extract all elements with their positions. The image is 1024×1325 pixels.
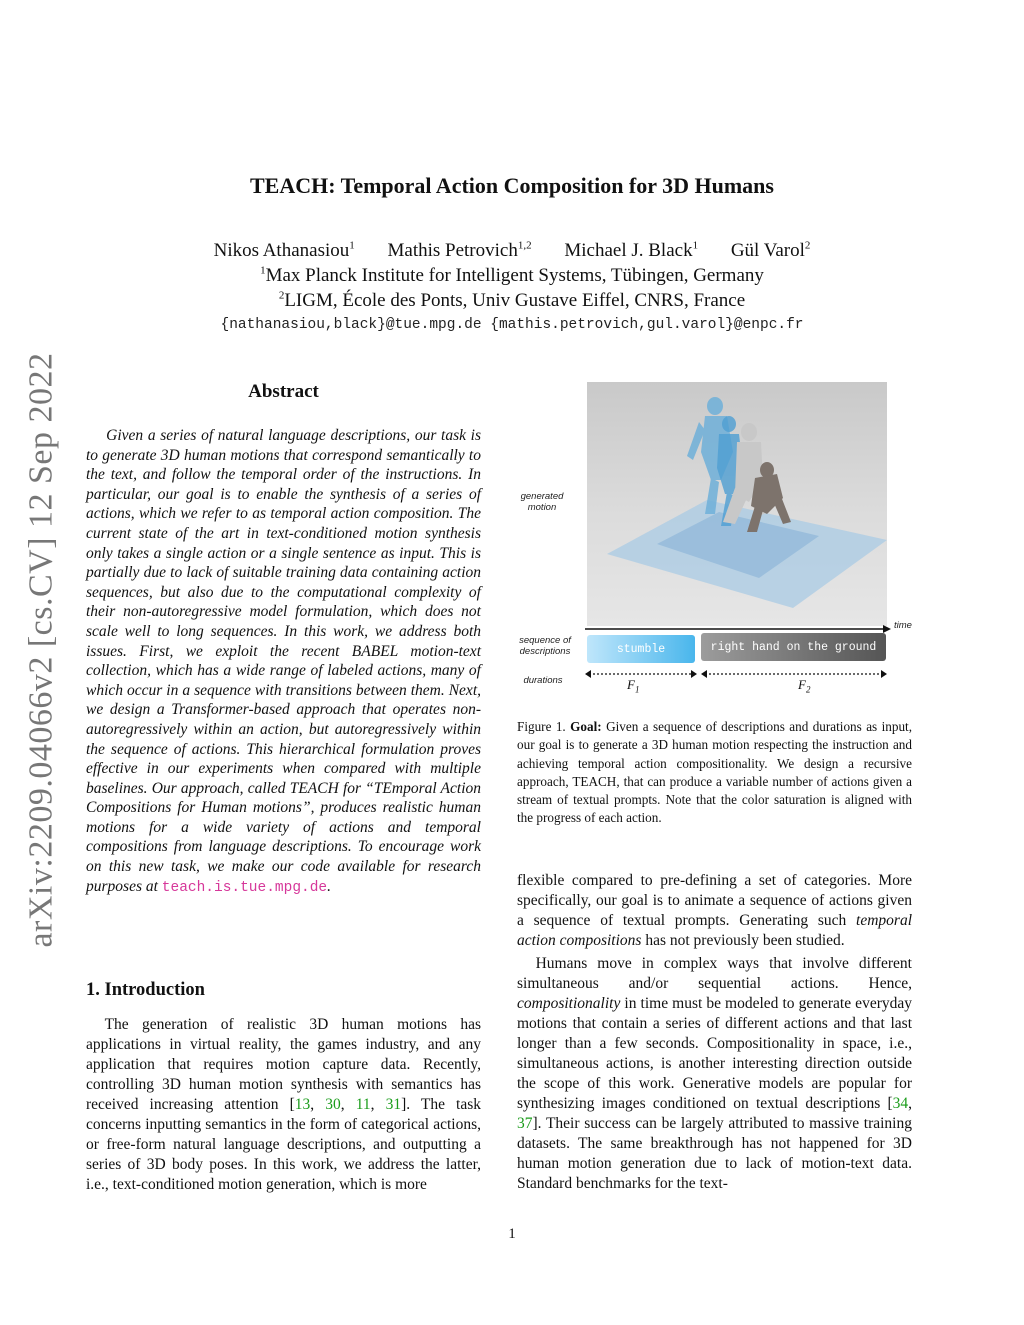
author-emails: {nathanasiou,black}@tue.mpg.de {mathis.petrovich,gul.varol}@enpc.fr xyxy=(220,317,804,333)
affiliation-text: Max Planck Institute for Intelligent Systems, Tübingen, Germany xyxy=(265,265,764,286)
author-name: Nikos Athanasiou xyxy=(213,240,350,261)
arxiv-stamp-text: arXiv:2209.04066v2 [cs.CV] 12 Sep 2022 xyxy=(23,352,60,948)
figure-caption xyxy=(517,718,912,828)
caption-text: Given a sequence of descriptions and durations as input, our goal is to generate a 3D human motion respecting the instruction and achieving temporal action compositionality. We design a recursive approach, TEACH, that can produce a variable number of actions given a stream of textual prompts. Note that the color saturation is aligned with the progress of each action. xyxy=(517,719,912,826)
project-link[interactable]: teach.is.tue.mpg.de xyxy=(161,879,328,896)
intro-paragraph xyxy=(86,1015,481,1195)
intro-text: ]. The task concerns inputting semantics in the form of categorical actions, or free-form natural language descriptions, and outputting a series of 3D body poses. In this work, we address the latter, i.e., text-conditioned motion generation, which is more xyxy=(86,1096,482,1193)
citation-sep: , xyxy=(908,1095,912,1112)
abstract-end: . xyxy=(327,877,331,895)
author xyxy=(214,240,355,262)
paragraph-text: in time must be modeled to generate everyday motions that contain a series of different actions and that last longer than a few seconds. Compositionality in space, i.e., simultaneous actions, is another interesting direction outside the scope of this work. Generative models are popular for synthesizing images conditioned on textual descriptions [ xyxy=(517,995,912,1112)
citation-link[interactable]: 34 xyxy=(892,1095,909,1112)
right-column-text xyxy=(517,871,912,1196)
citation-sep: , xyxy=(310,1096,326,1113)
citation-link[interactable]: 31 xyxy=(385,1096,402,1113)
paragraph-text: flexible compared to pre-defining a set of categories. More specifically, our goal is to animate a sequence of actions given a sequence of textual prompts. Generating such xyxy=(517,872,912,929)
paper-title: TEACH: Temporal Action Composition for 3D Humans xyxy=(250,173,774,198)
author xyxy=(564,240,698,262)
author-name: Michael J. Black xyxy=(564,240,693,261)
figure-label-sequence: sequence of descriptions xyxy=(519,635,571,657)
citation-link[interactable]: 30 xyxy=(325,1096,341,1113)
intro-text: The generation of realistic 3D human motions has applications in virtual reality, the games industry, and any application that requires motion capture data. Recently, controlling 3D human motion synthesis with semantics has received increasing attention [ xyxy=(86,1016,481,1113)
author xyxy=(388,240,532,262)
paragraph-text: Humans move in complex ways that involve different simultaneous and/or sequential actions. Hence, xyxy=(517,955,912,992)
paragraph xyxy=(517,954,912,1194)
citation-link[interactable]: 11 xyxy=(355,1096,371,1113)
paragraph xyxy=(517,871,912,951)
figure-label-durations: durations xyxy=(523,675,563,686)
duration-f1 xyxy=(627,677,639,695)
author-name: Mathis Petrovich xyxy=(387,240,518,261)
duration-symbol: F xyxy=(627,677,635,692)
description-bar-stumble: stumble xyxy=(587,635,695,663)
citation-sep: , xyxy=(340,1096,356,1113)
citation-sep: , xyxy=(370,1096,386,1113)
caption-number: Figure 1. xyxy=(517,719,571,734)
citation-link[interactable]: 37 xyxy=(517,1115,533,1132)
duration-f2 xyxy=(798,677,810,695)
affiliation-text: LIGM, École des Ponts, Univ Gustave Eiffel, CNRS, France xyxy=(284,290,746,311)
duration-symbol: F xyxy=(798,677,806,692)
paragraph-text: has not previously been studied. xyxy=(641,932,845,949)
affiliation-sup: 2 xyxy=(278,289,285,302)
paragraph-emphasis: temporal action compositions xyxy=(517,912,912,949)
paragraph-text: ]. Their success can be largely attributed to massive training datasets. The same breakthrough has not happened for 3D human motion generation due to lack of motion-text data. Standard benchmarks for the text- xyxy=(517,1115,912,1192)
author-list xyxy=(0,240,1024,262)
paragraph-emphasis: compositionality xyxy=(517,995,621,1012)
page-number: 1 xyxy=(508,1226,516,1242)
duration-sub: 1 xyxy=(634,684,640,695)
citation-link[interactable]: 13 xyxy=(294,1096,311,1113)
affiliation-1 xyxy=(0,265,1024,287)
abstract-body xyxy=(86,426,481,898)
abstract-text: Given a series of natural language descriptions, our task is to generate 3D human motions that correspond semantically to the text, and follow the temporal order of the instructions. In particular, our goal is to enable the synthesis of a series of actions, which we refer to as temporal action composition. The current state of the art in text-conditioned motion synthesis only takes a single action or a single sentence as input. This is partially due to lack of suitable training data containing action sequences, but also due to the computational complexity of their non-autoregressive model formulation, which does not scale well to long sequences. In this work, we address both issues. First, we exploit the recent BABEL motion-text collection, which has a wide range of labeled actions, many of which occur in a sequence with transitions between them. Next, we design a Transformer-based approach that operates non-autoregressively within an action, but autoregressively within the sequence of actions. This hierarchical formulation proves effective in our experiments when compared with multiple baselines. Our approach, called TEACH for “TEmporal Action Compositions for Human motions”, produces realistic human motions for a wide variety of actions and temporal compositions from language descriptions. To encourage work on this new task, we make our code available for research purposes at xyxy=(86,427,481,895)
author-name: Gül Varol xyxy=(730,240,805,261)
author-sup: 1,2 xyxy=(517,239,532,252)
figure-render-image xyxy=(587,382,887,626)
caption-bold: Goal: xyxy=(570,719,602,734)
motion-render-illustration xyxy=(587,382,887,626)
affiliation-2 xyxy=(0,290,1024,312)
duration-sub: 2 xyxy=(805,684,811,695)
affiliation-sup: 1 xyxy=(260,264,266,277)
author xyxy=(731,240,811,262)
author-sup: 1 xyxy=(692,239,699,252)
figure-label-generated-motion: generated motion xyxy=(520,491,564,513)
figure-label-time: time xyxy=(894,620,912,631)
description-bar-right-hand: right hand on the ground xyxy=(701,633,886,661)
arxiv-stamp xyxy=(12,352,72,948)
abstract-heading: Abstract xyxy=(248,381,319,402)
section-heading-introduction: 1. Introduction xyxy=(86,980,205,1000)
author-sup: 1 xyxy=(349,239,355,252)
author-sup: 2 xyxy=(804,239,811,252)
